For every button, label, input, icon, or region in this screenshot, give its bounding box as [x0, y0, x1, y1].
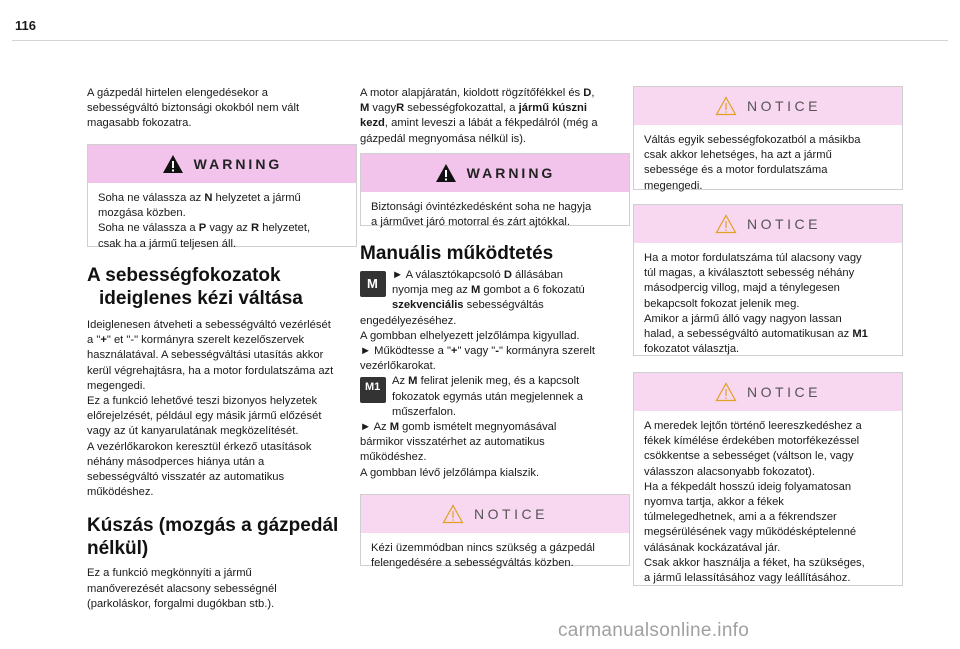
text-line: sebességváltó visszatér az automatikus [87, 471, 285, 484]
notice-text [634, 243, 902, 365]
warning-header [361, 154, 629, 192]
column-middle [360, 86, 630, 570]
text-line: válasszon alacsonyabb fokozatot). [644, 465, 816, 478]
notice-label: NOTICE [474, 505, 548, 522]
warning-label: WARNING [193, 156, 283, 172]
text-line: másodpercig villog, majd a ténylegesen [644, 282, 840, 295]
text-line: megengedi. [644, 179, 703, 192]
notice-triangle-icon [715, 382, 737, 402]
text-line: A vezérlőkarokon keresztül érkező utasítások [87, 440, 312, 453]
text-line: nyomva tartja, akkor a fékek [644, 496, 784, 509]
text-line: sebességváltó biztonsági okokból nem vált [87, 102, 300, 115]
text-line: szekvenciális sebességváltás [392, 299, 544, 312]
notice-box [633, 204, 903, 356]
text-line: használatával. A sebességváltási utasítás akkor [87, 349, 324, 362]
warning-label: WARNING [466, 165, 556, 181]
notice-text [634, 125, 902, 202]
text-line: ► A választókapcsoló D állásában [392, 269, 563, 281]
text-line: Kézi üzemmódban nincs szükség a gázpedál [371, 541, 595, 554]
text-line: Soha ne válassza az N helyzetet a jármű [98, 192, 301, 204]
notice-box [633, 86, 903, 190]
warning-header [88, 145, 356, 183]
manual-instructions [360, 268, 630, 481]
text-line: néhány másodperces hiánya után a [87, 455, 265, 468]
text-line: Ez a funkció lehetővé teszi bizonyos helyzetek [87, 395, 318, 408]
text-line: Ha a motor fordulatszáma túl alacsony vagy [644, 252, 862, 264]
text-line: engedélyezéséhez. [360, 314, 457, 327]
text-line: magasabb fokozatra. [87, 117, 192, 130]
text-line: bármikor visszatérhet az automatikus [360, 436, 545, 449]
intro-paragraph [360, 86, 630, 153]
notice-box [633, 372, 903, 586]
text-line: fokozatok egymás után megjelennek a [392, 390, 583, 403]
warning-triangle-icon [435, 163, 457, 183]
notice-header [634, 205, 902, 243]
column-left [87, 86, 357, 612]
text-line: Biztonsági óvintézkedésként soha ne hagyja [371, 201, 592, 213]
text-line: fokozatot választja. [644, 343, 740, 356]
text-line: ► Az M gomb ismételt megnyomásával [360, 421, 557, 434]
text-line: Ha a fékpedált hosszú ideig folyamatosan [644, 480, 852, 493]
text-line: A gázpedál hirtelen elengedésekor a [87, 87, 268, 99]
text-line: Ez a funkció megkönnyíti a jármű [87, 567, 252, 580]
manual-text-a [360, 268, 630, 374]
text-line: gázpedál megnyomása nélkül is). [360, 132, 527, 145]
m-button-icon: M [360, 271, 386, 297]
text-line: ► Működtesse a "+" vagy "-" kormányra szerelt [360, 345, 595, 358]
warning-triangle-icon [162, 154, 184, 174]
text-line: a "+" et "-" kormányra szerelt kezelőszervek [87, 334, 305, 347]
intro-paragraph [87, 86, 357, 144]
section-heading: Manuális működtetés [360, 243, 554, 264]
heading-line: A sebességfokozatok [87, 265, 281, 286]
section-body [87, 566, 357, 612]
warning-text [361, 192, 629, 238]
text-line: kerül végrehajtásra, ha a motor fordulatszáma azt [87, 364, 334, 377]
text-line: A gombban lévő jelzőlámpa kialszik. [360, 466, 540, 479]
text-line: a járművet járó motorral és zárt ajtókkal. [371, 216, 570, 229]
text-line: (parkoláskor, forgalmi dugókban stb.). [87, 597, 275, 610]
text-line: csak akkor lehetséges, ha azt a jármű [644, 149, 832, 162]
notice-box [360, 494, 630, 570]
text-line: felengedésére a sebességváltás közben. [371, 557, 574, 570]
text-line: A meredek lejtőn történő leereszkedéshez a [644, 420, 862, 432]
text-line: a jármű lelassításához vagy leállításához. [644, 572, 851, 585]
section-heading [87, 514, 357, 560]
text-line: A gombban elhelyezett jelzőlámpa kigyullad. [360, 329, 580, 342]
text-line: Soha ne válassza a P vagy az R helyzetet, [98, 222, 311, 235]
text-line: sebessége és a motor fordulatszáma [644, 164, 828, 177]
text-line: megengedi. [87, 379, 146, 392]
warning-box [87, 144, 357, 250]
text-line: Ideiglenesen átveheti a sebességváltó vezérlését [87, 319, 331, 331]
text-line: A motor alapjáratán, kioldott rögzítőfékkel és D, [360, 87, 595, 99]
text-line: M vagyR sebességfokozattal, a jármű kúszni [360, 102, 587, 115]
manual-text-b [360, 374, 630, 480]
column-right [633, 86, 903, 586]
notice-triangle-icon [715, 214, 737, 234]
text-line: vagy az út kanyarulatának megközelítését. [87, 425, 299, 438]
notice-triangle-icon [715, 96, 737, 116]
text-line: bekapcsolt fokozat jelenik meg. [644, 297, 800, 310]
section-body [87, 318, 357, 500]
page-number: 116 [15, 18, 36, 33]
text-line: mozgása közben. [98, 207, 186, 220]
text-line: csökkentse a sebességet (váltson le, vagy [644, 450, 854, 463]
text-line: működéshez. [360, 451, 427, 464]
text-line: nyomja meg az M gombot a 6 fokozatú [392, 284, 585, 297]
notice-header [634, 373, 902, 411]
text-line: vezérlőkarokat. [360, 360, 436, 373]
text-line: kezd, amint leveszi a lábát a fékpedálról (még a [360, 117, 598, 130]
text-line: túl magas, a kiválasztott sebesség néhány [644, 267, 855, 280]
notice-label: NOTICE [747, 98, 821, 114]
heading-line: nélkül) [87, 538, 149, 560]
m1-display-icon: M1 [360, 377, 386, 403]
text-line: csak ha a jármű teljesen áll. [98, 237, 237, 250]
text-line: előrejelzését, például egy másik jármű előzését [87, 410, 322, 423]
text-line: Az M felirat jelenik meg, és a kapcsolt [392, 375, 580, 388]
header-divider [12, 40, 948, 41]
notice-header [361, 495, 629, 533]
notice-label: NOTICE [747, 216, 821, 232]
text-line: válásának kockázatával jár. [644, 541, 781, 554]
text-line: műszerfalon. [392, 405, 457, 418]
warning-box [360, 153, 630, 229]
text-line: Csak akkor használja a féket, ha szükséges, [644, 556, 865, 569]
section-heading [87, 264, 357, 310]
notice-triangle-icon [442, 504, 464, 524]
notice-text [361, 533, 629, 579]
notice-label: NOTICE [747, 384, 821, 400]
text-line: túlmelegedhetnek, ami a a fékrendszer [644, 511, 837, 524]
text-line: Amikor a jármű álló vagy nagyon lassan [644, 312, 842, 325]
notice-header [634, 87, 902, 125]
notice-text [634, 411, 902, 594]
warning-text [88, 183, 356, 260]
text-line: megsérülésének vagy működésképtelenné [644, 526, 857, 539]
text-line: manőverezését alacsony sebességnél [87, 582, 277, 595]
text-line: halad, a sebességváltó automatikusan az M1 [644, 328, 868, 341]
watermark-text: carmanualsonline.info [558, 620, 750, 641]
heading-line: ideiglenes kézi váltása [99, 288, 303, 309]
text-line: fékek kímélése érdekében motorfékezéssel [644, 435, 860, 448]
text-line: működéshez. [87, 486, 154, 499]
text-line: Váltás egyik sebességfokozatból a másikba [644, 134, 861, 146]
heading-line: Kúszás (mozgás a gázpedál [87, 515, 339, 537]
